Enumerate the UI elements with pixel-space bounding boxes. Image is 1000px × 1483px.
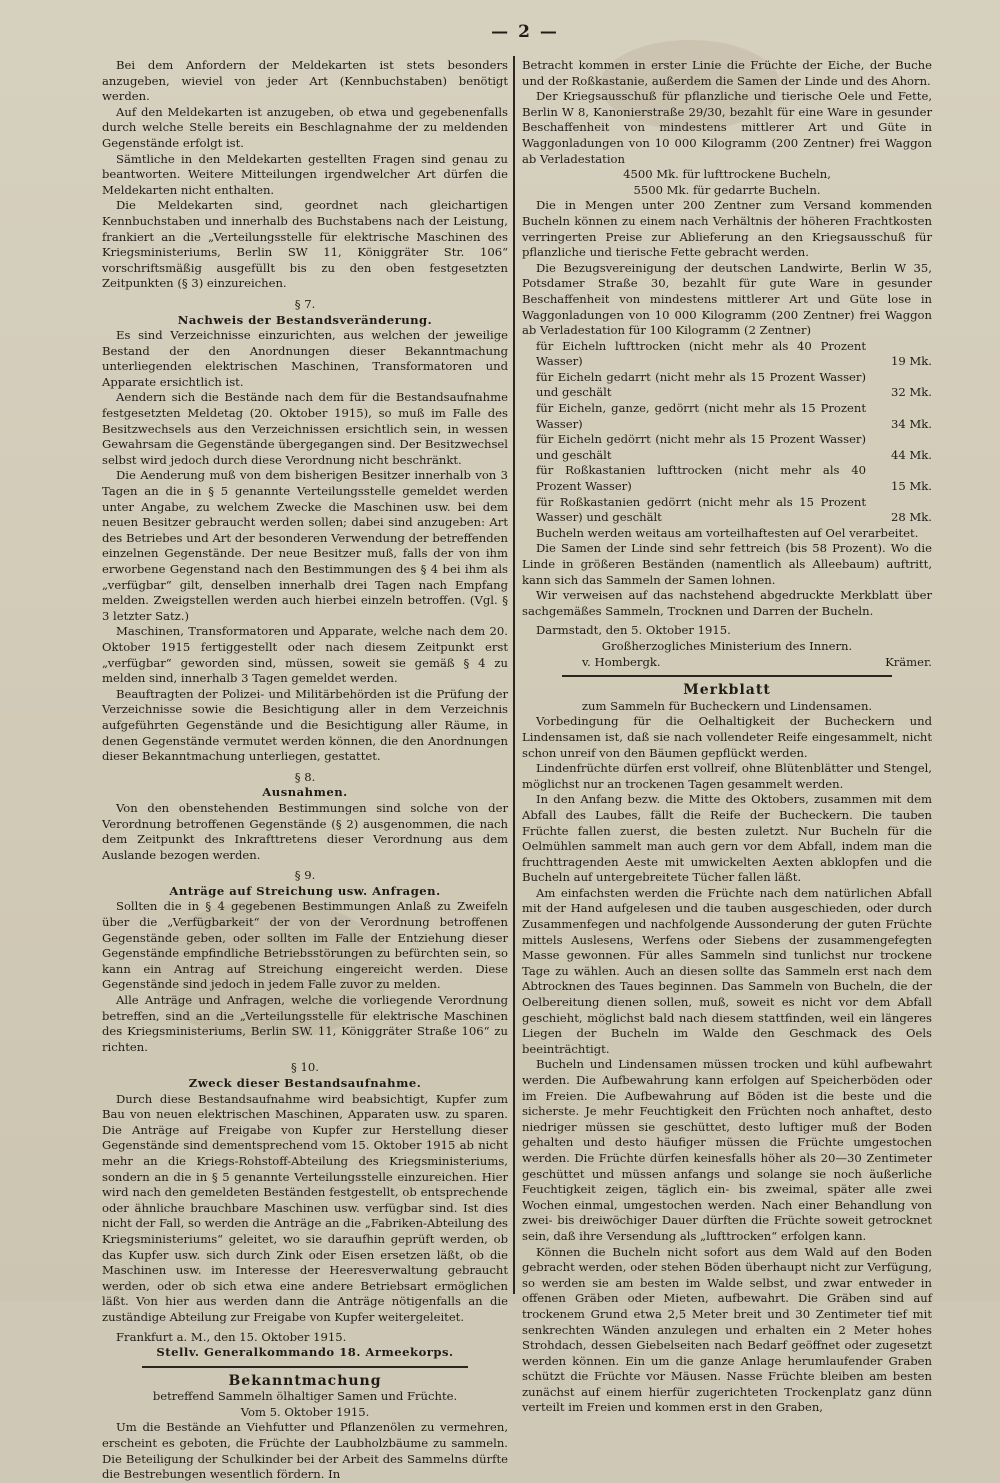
price-item: für Eicheln gedarrt (nicht mehr als 15 Prozent Wasser) und geschält xyxy=(536,369,866,400)
section-number: § 9. xyxy=(294,868,316,883)
notice-date: Vom 5. Oktober 1915. xyxy=(240,1404,370,1419)
paragraph: Sämtliche in den Meldekarten gestellten Fragen sind genau zu beantworten. Weitere Mitteilungen irgendwelcher Art dürfen die Meldekarten nicht enthalten. xyxy=(102,151,508,197)
signature-name: Krämer. xyxy=(885,654,932,669)
paragraph: Auf den Meldekarten ist anzugeben, ob etwa und gegebenenfalls durch welche Stelle bereits ein Beschlagnahme der zu meldenden Gegenstände erfolgt ist. xyxy=(102,104,508,150)
price-row xyxy=(522,401,932,432)
paragraph: Es sind Verzeichnisse einzurichten, aus welchen der jeweilige Bestand der den Anordnungen dieser Bekanntmachung unterliegenden elektrischen Maschinen, Transformatoren und Apparate ersichtlich ist. xyxy=(102,328,508,389)
left-column xyxy=(102,58,508,1482)
paragraph: Die in Mengen unter 200 Zentner zum Versand kommenden Bucheln können zu einem nach Verhältnis der höheren Frachtkosten verringerten Preise zur Ablieferung an den Kriegsausschuß für pflanzliche und tierische Fette gebracht werden. xyxy=(522,198,932,260)
paragraph: Sollten die in § 4 gegebenen Bestimmungen Anlaß zu Zweifeln über die „Verfügbarkeit“ der von der Verordnung betroffenen Gegenstände geben, oder sollten im Falle der Entziehung dieser Gegenstände empfindliche Betriebsstörungen zu befürchten sein, so kann ein Antrag auf Streichung eingereicht werden. Diese Gegenstände sind jedoch in jedem Falle zuvor zu melden. xyxy=(102,899,508,992)
paragraph: Beauftragten der Polizei- und Militärbehörden ist die Prüfung der Verzeichnisse sowie die Besichtigung aller in dem Verzeichnis aufgeführten Gegenstände und die Besichtigung aller Räume, in denen Gegenstände vermutet werden können, die den Anordnungen dieser Bekanntmachung unterliegen, gestattet. xyxy=(102,686,508,764)
price-value: 44 Mk. xyxy=(890,447,932,462)
paragraph: Die Aenderung muß von dem bisherigen Besitzer innerhalb von 3 Tagen an die in § 5 genannte Verteilungsstelle gemeldet werden unter Angabe, zu welchem Zwecke die Maschinen usw. bei dem neuen Besitzer gebraucht werden sollen; dabei sind anzugeben: Art des Betriebes und Art der besonderen Verwendung der betreffenden einzelnen Gegenstände. Der neue Besitzer muß, falls der von ihm erworbene Gegenstand nach den Bestimmungen des § 4 bei ihm als „verfügbar“ gilt, denselben innerhalb drei Tagen nach Empfang melden. Zweigstellen werden auch hierbei einzeln betroffen. (Vgl. § 3 letzter Satz.) xyxy=(102,468,508,623)
section-heading: Anträge auf Streichung usw. Anfragen. xyxy=(169,883,441,898)
price-item: für Eicheln lufttrocken (nicht mehr als 40 Prozent Wasser) xyxy=(536,338,866,369)
price-item: für Eicheln, ganze, gedörrt (nicht mehr als 15 Prozent Wasser) xyxy=(536,401,866,431)
signature-name: v. Hombergk. xyxy=(582,654,661,669)
paragraph: Die Bezugsvereinigung der deutschen Landwirte, Berlin W 35, Potsdamer Straße 30, bezahlt für gute Ware in gesunder Beschaffenheit von mindestens mittlerer Art und Güte lose in Waggonladungen von 10 000 Kilogramm (200 Zentner) frei Waggon ab Verladestation für 100 Kilogramm (2 Zentner) xyxy=(522,260,932,338)
paragraph: Bucheln werden weitaus am vorteilhaftesten auf Oel verarbeitet. xyxy=(536,525,919,540)
paragraph: In den Anfang bezw. die Mitte des Oktobers, zusammen mit dem Abfall des Laubes, fällt die Reife der Bucheckern. Die tauben Früchte fallen zuerst, die besten zuletzt. Nur Bucheln für die Oelmühlen sammelt man auch gern vor dem Abfall, indem man die fruchttragenden Aeste mit umwickelten Aexten abklopfen und die Bucheln auf untergebreitete Tücher fallen läßt. xyxy=(522,792,932,885)
price-row xyxy=(522,339,932,370)
paragraph: Vorbedingung für die Oelhaltigkeit der Bucheckern und Lindensamen ist, daß sie nach vollendeter Reife eingesammelt, nicht schon unreif von den Bäumen gepflückt werden. xyxy=(522,714,932,760)
signature-place-date: Darmstadt, den 5. Oktober 1915. xyxy=(536,623,731,638)
paragraph: Die Meldekarten sind, geordnet nach gleichartigen Kennbuchstaben und innerhalb des Buchstabens nach der Leistung, frankiert an die „Verteilungsstelle für elektrische Maschinen des Kriegsministeriums, Berlin SW 11, Königgräter Str. 106“ vorschriftsmäßig ausgefüllt bis zu den oben festgesetzten Zeitpunkten (§ 3) einzureichen. xyxy=(102,198,508,291)
section-number: § 7. xyxy=(294,296,316,311)
paragraph: Alle Anträge und Anfragen, welche die vorliegende Verordnung betreffen, sind an die „Verteilungsstelle für elektrische Maschinen des Kriegsministeriums, Berlin SW. 11, Königgräter Straße 106“ zu richten. xyxy=(102,993,508,1054)
signature-authority: Stellv. Generalkommando 18. Armeekorps. xyxy=(156,1345,454,1360)
section-heading: Nachweis der Bestandsveränderung. xyxy=(177,312,433,327)
paragraph: Aendern sich die Bestände nach dem für die Bestandsaufnahme festgesetzten Meldetag (20. Oktober 1915), so muß im Falle des Besitzwechsels aus den Verzeichnissen ersichtlich sein, in wessen Gewahrsam die Gegenstände übergegangen sind. Der Besitzwechsel selbst wird jedoch durch diese Verordnung nicht beschränkt. xyxy=(102,390,508,467)
paragraph: Um die Bestände an Viehfutter und Pflanzenölen zu vermehren, erscheint es geboten, die Früchte der Laubholzbäume zu sammeln. Die Beteiligung der Schulkinder bei der Arbeit des Sammelns dürfte die Bestrebungen wesentlich fördern. In xyxy=(102,1420,508,1482)
section-number: § 8. xyxy=(294,769,316,784)
price-item: für Roßkastanien gedörrt (nicht mehr als 15 Prozent Wasser) und geschält xyxy=(536,494,866,525)
paragraph: Von den obenstehenden Bestimmungen sind solche von der Verordnung betroffenen Gegenstände (§ 2) ausgenommen, die nach dem Zeitpunkt des Inkrafttretens dieser Verordnung aus dem Auslande bezogen werden. xyxy=(102,800,508,862)
paragraph: Am einfachsten werden die Früchte nach dem natürlichen Abfall mit der Hand aufgelesen und die tauben ausgeschieden, oder durch Zusammenfegen und nachfolgende Aussonderung der guten Früchte mittels Auslesens, Werfens oder Siebens der zusammengefegten Masse gewonnen. Für alles Sammeln sind tunlichst nur trockene Tage zu wählen. Auch an diesen sollte das Sammeln erst nach dem Abtrocknen des Taues beginnen. Das Sammeln von Bucheln, die der Oelbereitung dienen sollen, muß, soweit es nicht vor dem Abfall geschieht, möglichst bald nach diesem stattfinden, weil ein längeres Liegen der Bucheln im Walde den Geschmack des Oels beeinträchtigt. xyxy=(522,885,932,1056)
leaflet-subtitle: zum Sammeln für Bucheckern und Lindensamen. xyxy=(581,698,873,713)
price-row xyxy=(522,370,932,401)
separator-rule xyxy=(142,1366,468,1368)
paragraph: Lindenfrüchte dürfen erst vollreif, ohne Blütenblätter und Stengel, möglichst nur an trockenen Tagen gesammelt werden. xyxy=(522,761,932,791)
price-line: 4500 Mk. für lufttrockene Bucheln, xyxy=(623,167,831,182)
price-row xyxy=(522,463,932,494)
price-value: 28 Mk. xyxy=(890,510,932,525)
leaflet-title: Merkblatt xyxy=(683,682,771,699)
signature-authority: Großherzogliches Ministerium des Innern. xyxy=(601,638,853,653)
paragraph: Maschinen, Transformatoren und Apparate, welche nach dem 20. Oktober 1915 fertiggestellt oder nach diesem Zeitpunkt erst „verfügbar“ geworden sind, müssen, soweit sie gemäß § 4 zu melden sind, innerhalb 3 Tagen gemeldet werden. xyxy=(102,624,508,686)
paragraph: Betracht kommen in erster Linie die Früchte der Eiche, der Buche und der Roßkastanie, außerdem die Samen der Linde und des Ahorn. xyxy=(522,58,932,88)
paragraph: Können die Bucheln nicht sofort aus dem Wald auf den Boden gebracht werden, oder stehen Böden überhaupt nicht zur Verfügung, so werden sie am besten im Walde selbst, und zwar entweder in offenen Gräben oder Mieten, aufbewahrt. Die Gräben sind auf trockenem Grund etwa 2,5 Meter breit und 30 Zentimeter tief mit senkrechten Wänden anzulegen und erhalten ein 2 Meter hohes Strohdach, dessen Giebelseiten nach Bedarf geöffnet oder zugesetzt werden können. Ein um die ganze Anlage herumlaufender Graben schützt die Früchte vor Mäusen. Nasse Früchte bleiben am besten zunächst auf einem hierfür zugerichteten Trockenplatz ganz dünn verteilt im Freien und kommen erst in den Graben, xyxy=(522,1244,932,1415)
price-row xyxy=(522,432,932,463)
paragraph: Bucheln und Lindensamen müssen trocken und kühl aufbewahrt werden. Die Aufbewahrung kann erfolgen auf Speicherböden oder im Freien. Die Aufbewahrung auf Böden ist die beste und die sicherste. Je mehr Feuchtigkeit den Früchten noch anhaftet, desto niedriger müssen sie geschüttet, desto luftiger muß der Boden gehalten und desto häufiger müssen die Früchte umgestochen werden. Die Früchte dürfen keinesfalls höher als 20—30 Zentimeter geschüttet und müssen anfangs und solange sie noch äußerliche Feuchtigkeit zeigen, täglich ein- bis zweimal, später alle zwei Wochen einmal, umgestochen werden. Nach einer Behandlung von zwei- bis dreiwöchiger Dauer dürften die Früchte soweit getrocknet sein, daß ihre Versendung als „lufttrocken“ erfolgen kann. xyxy=(522,1057,932,1243)
price-value: 19 Mk. xyxy=(890,354,932,369)
paragraph: Bei dem Anfordern der Meldekarten ist stets besonders anzugeben, wieviel von jeder Art (Kennbuchstaben) benötigt werden. xyxy=(102,58,508,104)
price-line: 5500 Mk. für gedarrte Bucheln. xyxy=(633,182,821,197)
notice-title: Bekanntmachung xyxy=(228,1372,382,1389)
price-value: 15 Mk. xyxy=(890,479,932,494)
signature-names xyxy=(522,655,932,671)
section-number: § 10. xyxy=(291,1060,319,1075)
notice-subtitle: betreffend Sammeln ölhaltiger Samen und Früchte. xyxy=(152,1389,458,1404)
price-list xyxy=(522,339,932,526)
price-item: für Eicheln gedörrt (nicht mehr als 15 Prozent Wasser) und geschält xyxy=(536,432,866,462)
price-value: 32 Mk. xyxy=(890,385,932,400)
price-item: für Roßkastanien lufttrocken (nicht mehr als 40 Prozent Wasser) xyxy=(536,463,866,494)
right-column xyxy=(522,58,932,1415)
page-number: — 2 — xyxy=(491,22,559,42)
section-heading: Ausnahmen. xyxy=(262,785,348,800)
paragraph: Der Kriegsausschuß für pflanzliche und tierische Oele und Fette, Berlin W 8, Kanonierstraße 29/30, bezahlt für eine Ware in gesunder Beschaffenheit von mindestens mittlerer Art und Güte in Waggonladungen von 10 000 Kilogramm (200 Zentner) frei Waggon ab Verladestation xyxy=(522,89,932,166)
paragraph: Durch diese Bestandsaufnahme wird beabsichtigt, Kupfer zum Bau von neuen elektrischen Maschinen, Apparaten usw. zu sparen. Die Anträge auf Freigabe von Kupfer zur Herstellung dieser Gegenstände sind dementsprechend vom 15. Oktober 1915 ab nicht mehr an die Kriegs-Rohstoff-Abteilung des Kriegsministeriums, sondern an die in § 5 genannte Verteilungsstelle einzureichen. Hier wird nach den gemeldeten Beständen festgestellt, ob entsprechende oder ähnliche brauchbare Maschinen usw. verfügbar sind. Ist dies nicht der Fall, so werden die Anträge an die „Fabriken-Abteilung des Kriegsministeriums“ geleitet, wo sie daraufhin geprüft werden, ob das Kupfer usw. sich durch Zink oder Eisen ersetzen läßt, ob die Maschinen usw. im Interesse der Heeresverwaltung gebraucht werden, oder ob sich etwa eine andere Betriebsart ermöglichen läßt. Von hier aus werden dann die Anträge nötigenfalls an die zuständige Abteilung zur Freigabe von Kupfer weitergeleitet. xyxy=(102,1091,508,1324)
paragraph: Wir verweisen auf das nachstehend abgedruckte Merkblatt über sachgemäßes Sammeln, Trocknen und Darren der Bucheln. xyxy=(522,588,932,618)
section-heading: Zweck dieser Bestandsaufnahme. xyxy=(188,1076,422,1090)
price-value: 34 Mk. xyxy=(890,416,932,431)
column-divider xyxy=(513,56,515,1294)
signature-place-date: Frankfurt a. M., den 15. Oktober 1915. xyxy=(116,1329,347,1344)
separator-rule xyxy=(562,675,892,677)
paragraph: Die Samen der Linde sind sehr fettreich (bis 58 Prozent). Wo die Linde in größeren Beständen (namentlich als Alleebaum) auftritt, kann sich das Sammeln der Samen lohnen. xyxy=(522,541,932,587)
price-row xyxy=(522,495,932,526)
